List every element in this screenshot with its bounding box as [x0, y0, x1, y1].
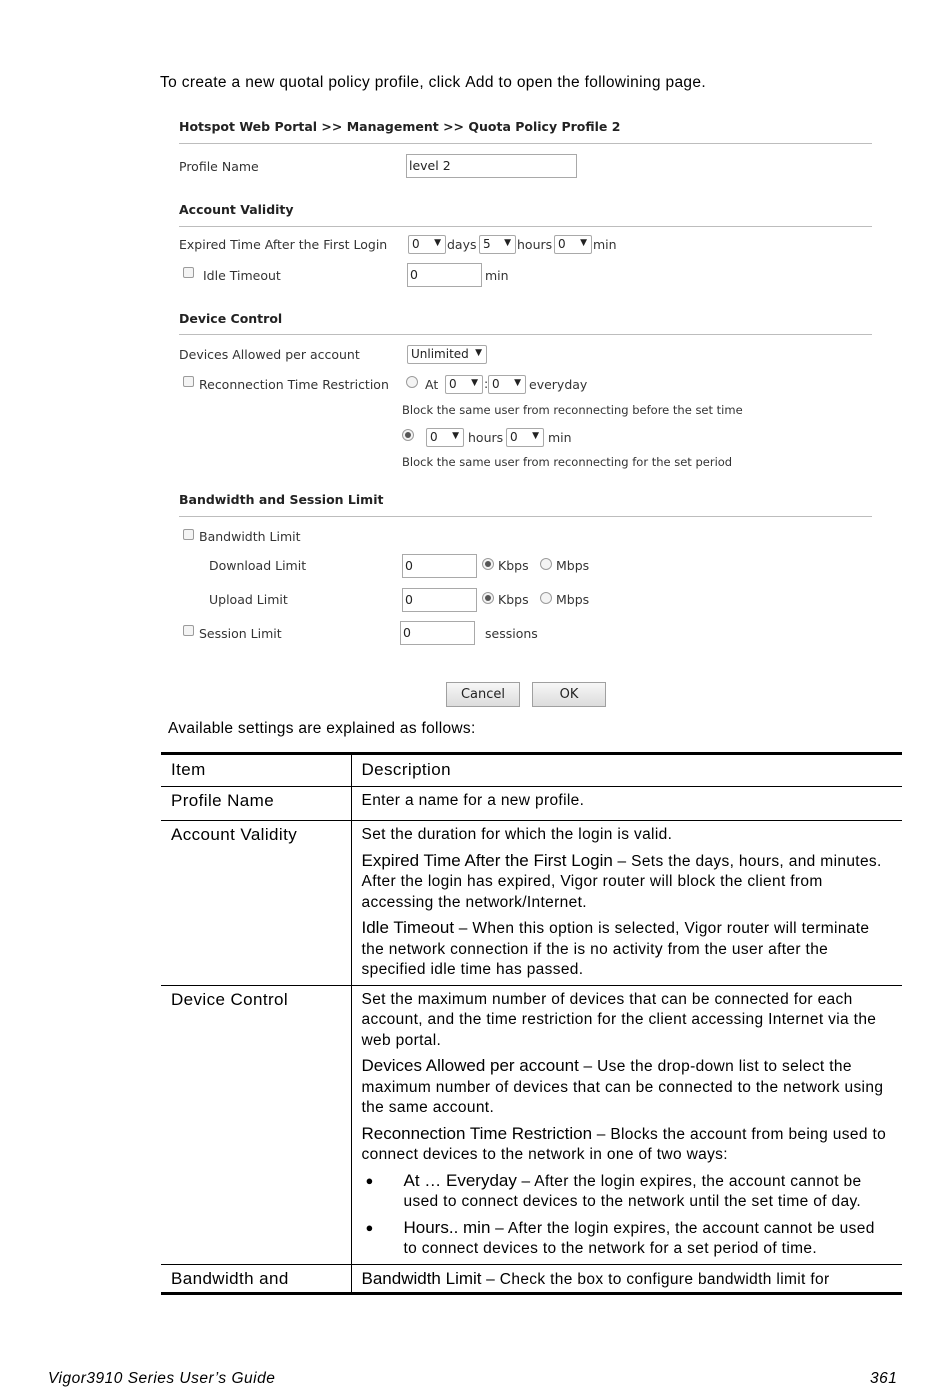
period-radio[interactable]	[402, 429, 414, 441]
row-description: Set the duration for which the login is valid. Expired Time After the First Login – Sets the days, hours, and minutes. After the login has expired, Vigor router will block the client from accessing the network/Internet. Idle Timeout – When this option is selected, Vigor router will terminate the network connection if the is no activity from the user after the specified idle time has passed.	[351, 821, 902, 986]
min-select[interactable]: 0 ▼	[554, 235, 592, 254]
table-header-row	[161, 754, 902, 787]
idle-timeout-label: Idle Timeout	[203, 268, 281, 283]
list-item: ● Hours.. min – After the login expires, the account cannot be used to connect devices to the network for a set period of time.	[362, 1218, 893, 1260]
period-hours-select[interactable]: 0 ▼	[426, 428, 464, 447]
session-limit-label: Session Limit	[199, 626, 282, 641]
footer-guide-title: Vigor3910 Series User’s Guide	[48, 1370, 276, 1387]
divider	[179, 334, 872, 335]
table-row	[161, 821, 902, 986]
available-settings-text: Available settings are explained as follows:	[168, 720, 476, 737]
upload-mbps-radio[interactable]	[540, 592, 552, 604]
period-hours-unit: hours	[468, 430, 504, 445]
at-min-select[interactable]: 0 ▼	[488, 375, 526, 394]
at-radio[interactable]	[406, 376, 418, 388]
download-mbps-radio[interactable]	[540, 558, 552, 570]
hint-period: Block the same user from reconnecting for the set period	[402, 455, 733, 469]
bandwidth-limit-label: Bandwidth Limit	[199, 529, 301, 544]
upload-kbps-radio[interactable]	[482, 592, 494, 604]
min-unit: min	[593, 237, 617, 252]
chevron-down-icon: ▼	[434, 238, 441, 248]
days-select[interactable]: 0 ▼	[408, 235, 446, 254]
download-kbps-radio[interactable]	[482, 558, 494, 570]
divider	[179, 143, 872, 144]
ok-button[interactable]: OK	[532, 682, 606, 707]
intro-before: To create a new quotal policy profile, click	[160, 74, 466, 91]
session-limit-input[interactable]: 0	[400, 621, 475, 645]
idle-timeout-unit: min	[485, 268, 509, 283]
divider	[179, 226, 872, 227]
session-unit: sessions	[485, 626, 538, 641]
bullet-icon: ●	[365, 1219, 374, 1235]
table-row	[161, 1264, 902, 1294]
period-min-unit: min	[548, 430, 572, 445]
upload-limit-input[interactable]: 0	[402, 588, 477, 612]
cancel-button[interactable]: Cancel	[446, 682, 520, 707]
period-min-select[interactable]: 0 ▼	[506, 428, 544, 447]
at-label: At	[425, 377, 439, 392]
row-item: Bandwidth and	[161, 1264, 351, 1294]
list-item: ● At … Everyday – After the login expires, the account cannot be used to connect devices to the network until the set time of day.	[362, 1171, 893, 1213]
days-unit: days	[447, 237, 477, 252]
table-row	[161, 786, 902, 821]
row-item: Profile Name	[161, 786, 351, 821]
download-mbps-label: Mbps	[556, 558, 590, 573]
reconnection-checkbox[interactable]	[183, 376, 194, 387]
idle-timeout-input[interactable]: 0	[407, 263, 482, 287]
upload-kbps-label: Kbps	[498, 592, 529, 607]
upload-limit-label: Upload Limit	[209, 592, 288, 607]
chevron-down-icon: ▼	[580, 238, 587, 248]
chevron-down-icon: ▼	[471, 378, 478, 388]
devices-allowed-label: Devices Allowed per account	[179, 347, 360, 362]
bandwidth-limit-checkbox[interactable]	[183, 529, 194, 540]
bullet-icon: ●	[365, 1172, 374, 1188]
device-control-title: Device Control	[179, 311, 283, 326]
bandwidth-title: Bandwidth and Session Limit	[179, 492, 384, 507]
account-validity-title: Account Validity	[179, 202, 294, 217]
reconnection-label: Reconnection Time Restriction	[199, 377, 389, 392]
hint-at: Block the same user from reconnecting before the set time	[402, 403, 743, 417]
chevron-down-icon: ▼	[532, 431, 539, 441]
row-description: Bandwidth Limit – Check the box to configure bandwidth limit for	[351, 1264, 902, 1294]
intro-keyword: Add	[465, 74, 494, 91]
quota-policy-screenshot	[168, 108, 880, 712]
intro-after: to open the followining page.	[493, 74, 707, 91]
upload-mbps-label: Mbps	[556, 592, 590, 607]
divider	[179, 516, 872, 517]
page-number: 361	[870, 1370, 898, 1387]
row-item: Device Control	[161, 985, 351, 1264]
breadcrumb: Hotspot Web Portal >> Management >> Quota Policy Profile 2	[179, 119, 621, 134]
term: Expired Time After the First Login	[361, 850, 613, 870]
chevron-down-icon: ▼	[475, 348, 482, 358]
table-row	[161, 985, 902, 1264]
idle-timeout-checkbox[interactable]	[183, 267, 194, 278]
chevron-down-icon: ▼	[514, 378, 521, 388]
settings-table	[161, 752, 902, 1295]
row-description: Enter a name for a new profile.	[351, 786, 902, 821]
at-hour-select[interactable]: 0 ▼	[445, 375, 483, 394]
download-limit-label: Download Limit	[209, 558, 307, 573]
download-kbps-label: Kbps	[498, 558, 529, 573]
expired-time-label: Expired Time After the First Login	[179, 237, 388, 252]
term: Devices Allowed per account	[361, 1056, 579, 1075]
header-item: Item	[161, 754, 351, 787]
time-separator: :	[484, 376, 489, 391]
row-item: Account Validity	[161, 821, 351, 986]
everyday-label: everyday	[529, 377, 588, 392]
term: Idle Timeout	[361, 918, 455, 937]
devices-allowed-select[interactable]: Unlimited ▼	[407, 345, 487, 364]
profile-name-input[interactable]: level 2	[406, 154, 577, 178]
hours-unit: hours	[517, 237, 553, 252]
row-description: Set the maximum number of devices that can be connected for each account, and the time restriction for the client accessing Internet via the web portal. Devices Allowed per account – Use the drop-down list to select the maximum number of devices that can be connected to the network using the same account. Reconnection Time Restriction – Blocks the account from being used to connect devices to the network in one of two ways: ● At … Everyday – After the login expires, the account cannot be used to connect devices to the network until the set time of day. ● Hours.. min – After the login expires, the account cannot be used to connect devices to the network for a set period of time.	[351, 985, 902, 1264]
term: Bandwidth Limit	[361, 1268, 482, 1288]
term: Reconnection Time Restriction	[361, 1123, 593, 1143]
session-limit-checkbox[interactable]	[183, 625, 194, 636]
chevron-down-icon: ▼	[504, 238, 511, 248]
header-description: Description	[351, 754, 902, 787]
download-limit-input[interactable]: 0	[402, 554, 477, 578]
chevron-down-icon: ▼	[452, 431, 459, 441]
intro-text	[160, 74, 706, 92]
hours-select[interactable]: 5 ▼	[479, 235, 516, 254]
profile-name-label: Profile Name	[179, 159, 259, 174]
